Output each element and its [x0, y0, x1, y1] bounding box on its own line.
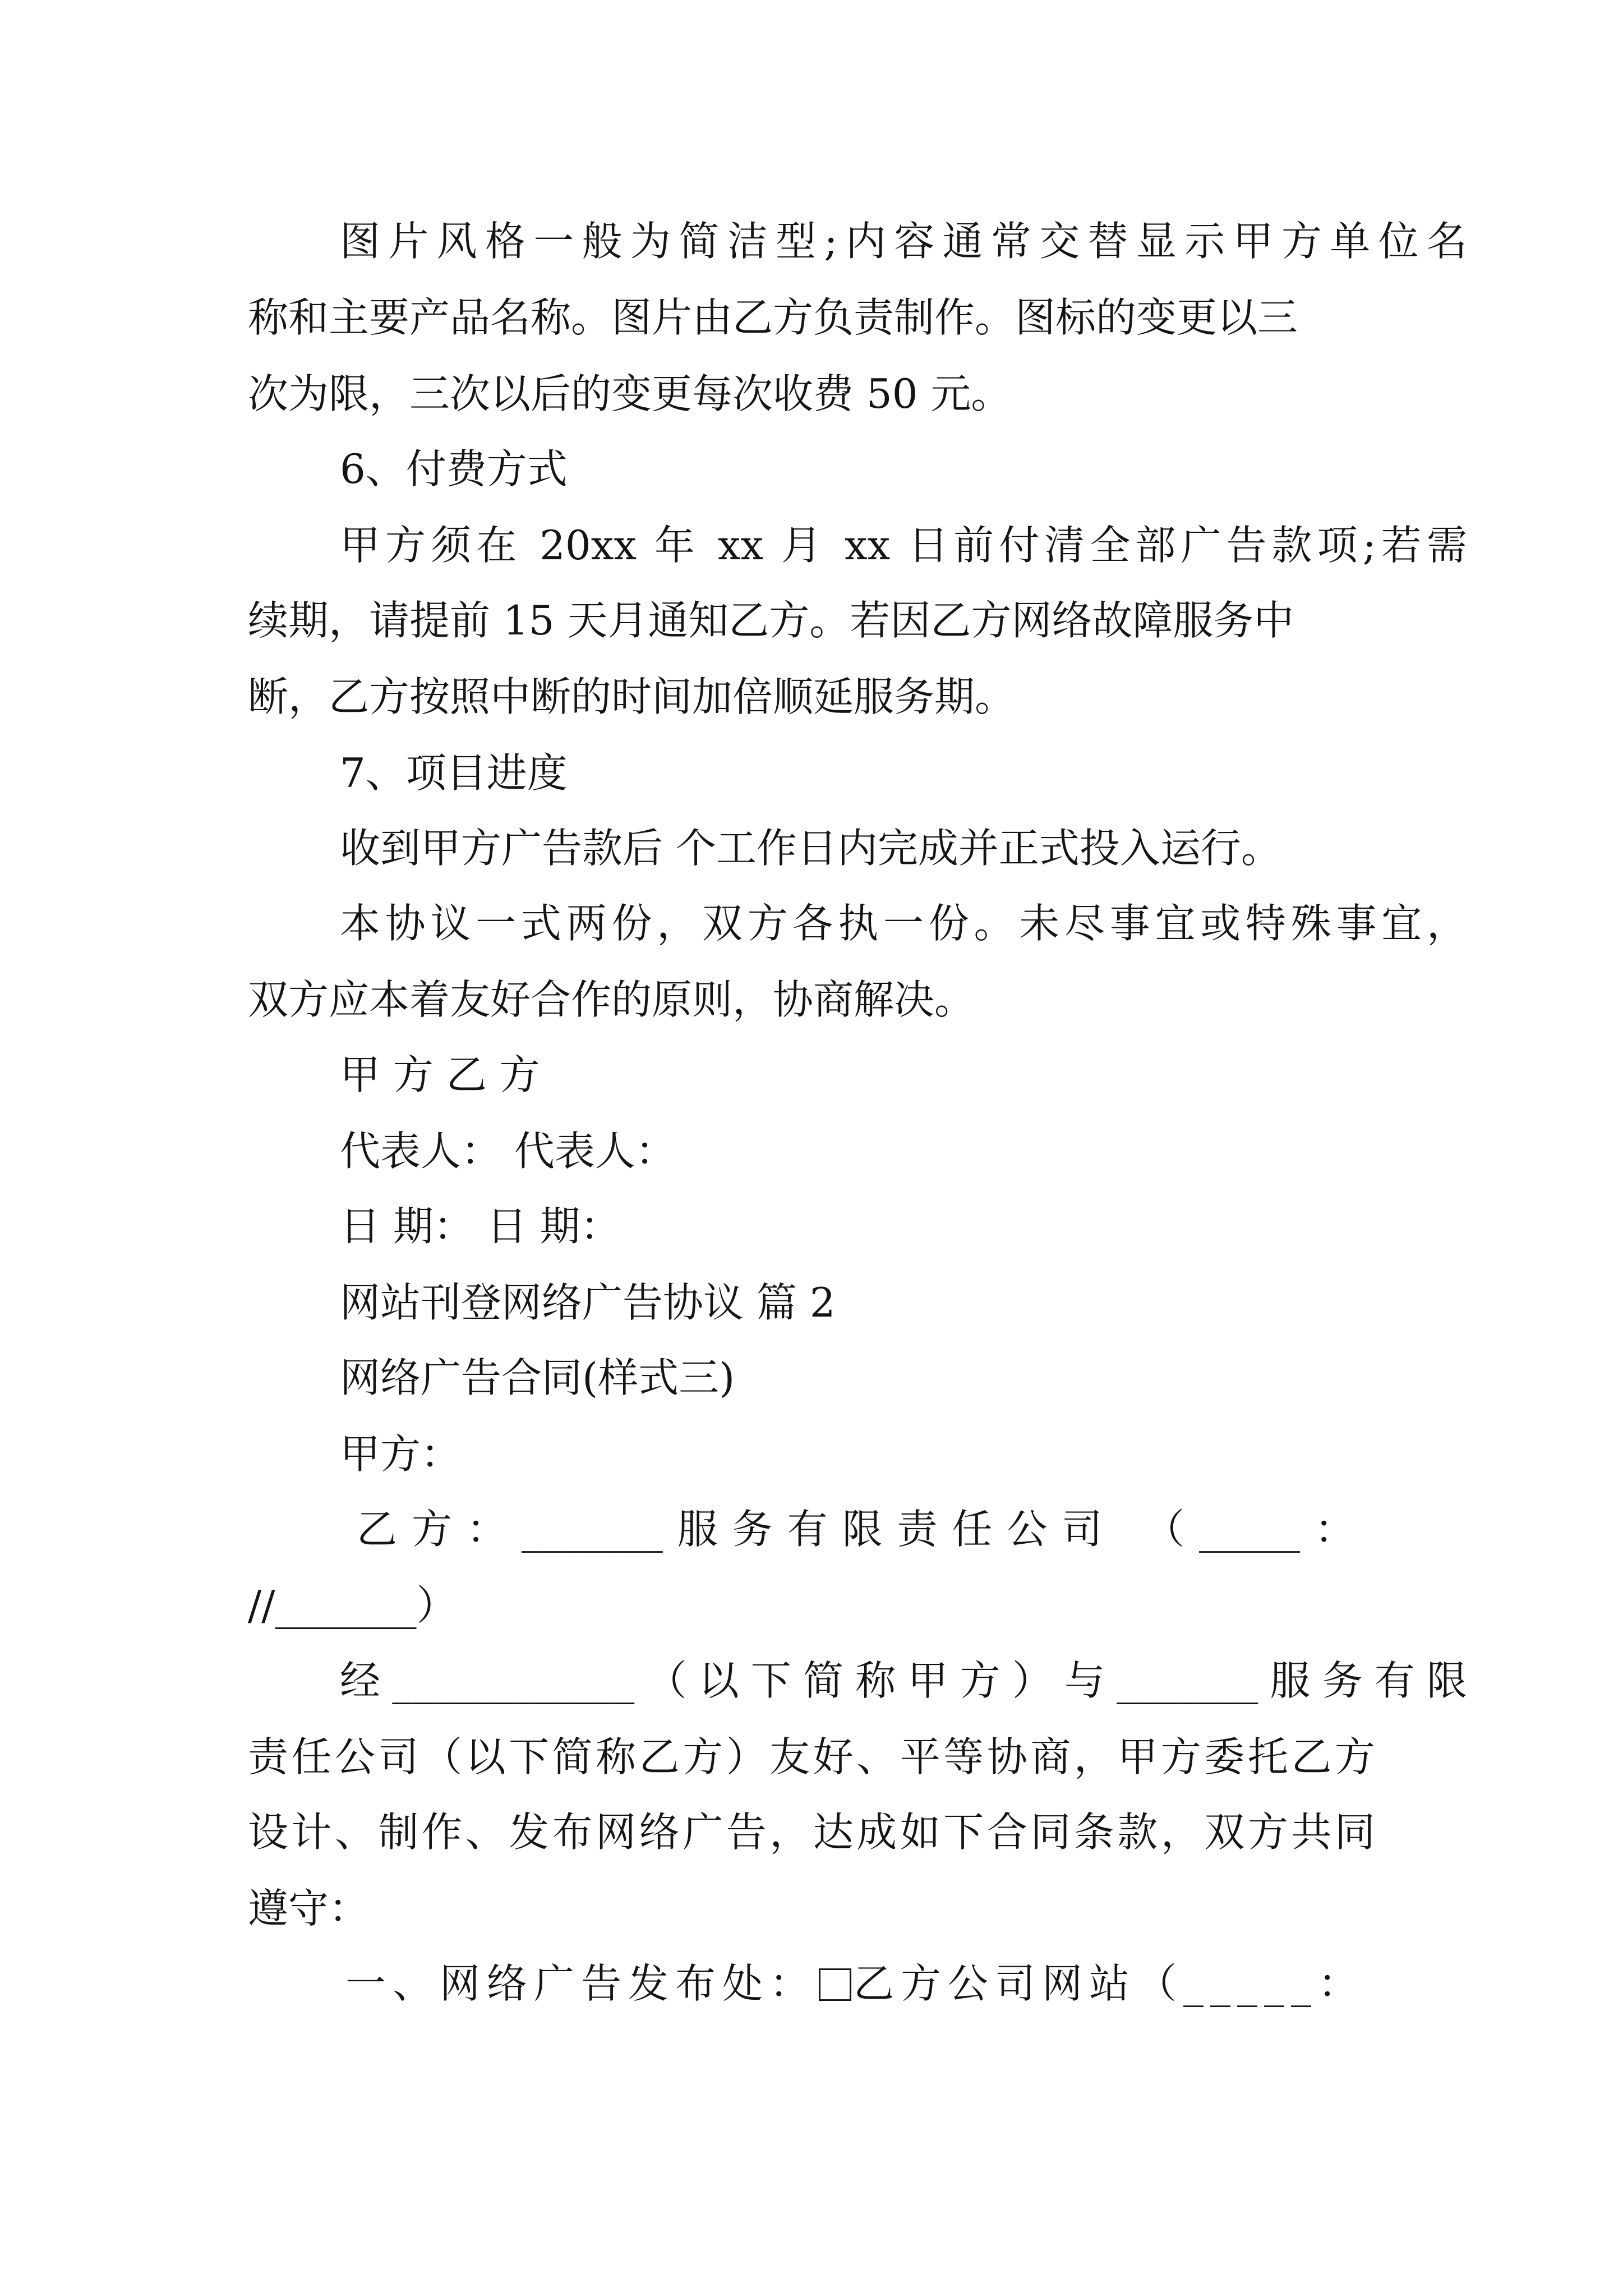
signature-dates: 日 期： 日 期： [340, 1203, 621, 1250]
party-a-line: 甲方： [340, 1430, 462, 1478]
paragraph-line: 经____________（以下简称甲方）与_______服务有限 [340, 1657, 1467, 1704]
section-heading: 7、项目进度 [340, 749, 568, 797]
signature-parties: 甲 方 乙 方 [340, 1051, 540, 1098]
paragraph-line: 断，乙方按照中断的时间加倍顺延服务期。 [248, 673, 1016, 720]
paragraph-line: 次为限，三次以后的变更每次收费 50 元。 [248, 370, 1012, 417]
paragraph-line: 收到甲方广告款后 个工作日内完成并正式投入运行。 [340, 825, 1281, 872]
paragraph-line: 责任公司（以下简称乙方）友好、平等协商，甲方委托乙方 [248, 1733, 1375, 1780]
clause-one-label: 一、网络广告发布处： [345, 1960, 817, 2007]
contract-title: 网络广告合同(样式三) [340, 1354, 735, 1401]
paragraph-line: 图片风格一般为简洁型;内容通常交替显示甲方单位名 [340, 218, 1467, 265]
paragraph-line: 本协议一式两份，双方各执一份。未尽事宜或特殊事宜， [340, 900, 1467, 947]
clause-one-line [345, 1960, 1366, 2007]
checkbox-icon [819, 1968, 851, 2001]
paragraph-line: 称和主要产品名称。图片由乙方负责制作。图标的变更以三 [248, 294, 1298, 341]
section-title: 网站刊登网络广告协议 篇 2 [340, 1279, 836, 1326]
paragraph-line: 甲方须在 20xx 年 xx 月 xx 日前付清全部广告款项;若需 [340, 522, 1467, 569]
signature-representatives: 代表人： 代表人： [340, 1128, 676, 1175]
clause-one-option: 乙方公司网站（_____： [854, 1960, 1366, 2007]
party-b-line: 乙方：_______服务有限责任公司 （_____： [357, 1506, 1355, 1553]
paragraph-line: 设计、制作、发布网络广告，达成如下合同条款，双方共同 [248, 1809, 1375, 1856]
paragraph-line: 双方应本着友好合作的原则，协商解决。 [248, 976, 975, 1023]
paragraph-line: 续期，请提前 15 天月通知乙方。若因乙方网络故障服务中 [248, 597, 1294, 644]
section-heading: 6、付费方式 [340, 445, 568, 493]
paragraph-line: 遵守： [248, 1885, 370, 1932]
party-b-url-line: //_______） [248, 1582, 457, 1629]
